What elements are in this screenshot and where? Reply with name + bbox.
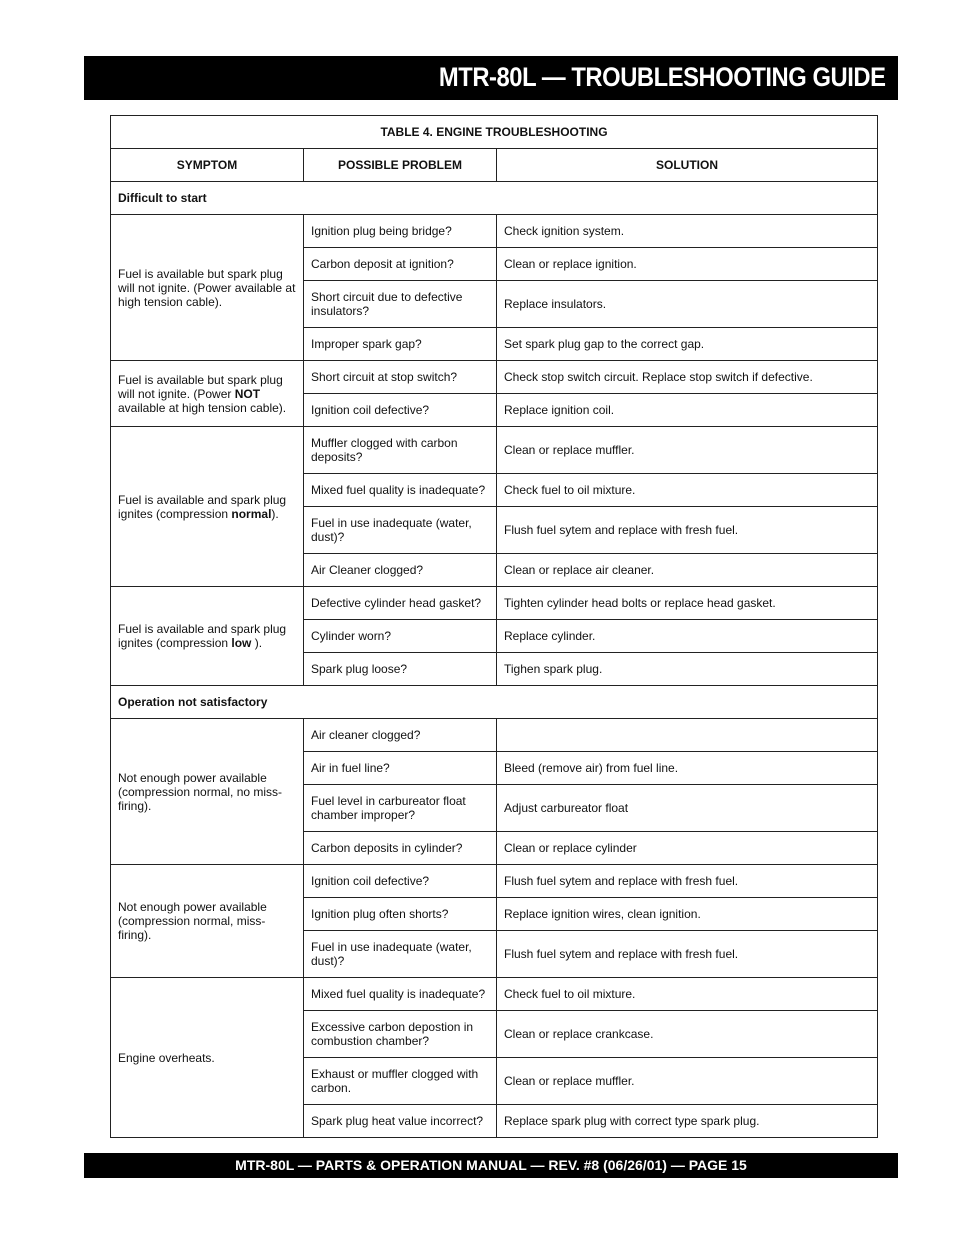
problem-cell: Ignition plug often shorts? <box>304 898 497 931</box>
symptom-text: available at high tension cable). <box>118 400 287 415</box>
symptom-cell: Not enough power available (compression normal, no miss-firing). <box>111 719 304 865</box>
section-title: Difficult to start <box>111 182 878 215</box>
problem-cell: Air Cleaner clogged? <box>304 554 497 587</box>
symptom-emphasis: normal <box>231 506 272 521</box>
symptom-text: ). <box>251 636 263 650</box>
section-title: Operation not satisfactory <box>111 686 878 719</box>
problem-cell: Mixed fuel quality is inadequate? <box>304 474 497 507</box>
symptom-cell: Fuel is available but spark plug will not ignite. (Power available at high tension cable). <box>111 215 304 361</box>
table-row <box>111 361 878 394</box>
solution-cell: Clean or replace crankcase. <box>497 1011 878 1058</box>
problem-cell: Spark plug heat value incorrect? <box>304 1105 497 1138</box>
solution-cell: Bleed (remove air) from fuel line. <box>497 752 878 785</box>
problem-cell: Short circuit due to defective insulators? <box>304 281 497 328</box>
problem-cell: Muffler clogged with carbon deposits? <box>304 427 497 474</box>
problem-cell: Excessive carbon depostion in combustion chamber? <box>304 1011 497 1058</box>
solution-cell: Tighten cylinder head bolts or replace head gasket. <box>497 587 878 620</box>
symptom-cell: Engine overheats. <box>111 978 304 1138</box>
symptom-text: Fuel is available and spark plug ignites (compression <box>118 622 287 650</box>
symptom-cell <box>111 427 304 587</box>
section-row <box>111 686 878 719</box>
section-row <box>111 182 878 215</box>
solution-cell: Check ignition system. <box>497 215 878 248</box>
column-header-solution: SOLUTION <box>497 149 878 182</box>
solution-cell: Check fuel to oil mixture. <box>497 978 878 1011</box>
problem-cell: Ignition coil defective? <box>304 394 497 427</box>
problem-cell: Air in fuel line? <box>304 752 497 785</box>
problem-cell: Ignition plug being bridge? <box>304 215 497 248</box>
solution-cell <box>497 719 878 752</box>
symptom-cell: Not enough power available (compression normal, miss-firing). <box>111 865 304 978</box>
problem-cell: Mixed fuel quality is inadequate? <box>304 978 497 1011</box>
symptom-emphasis: low <box>231 636 252 650</box>
solution-cell: Clean or replace cylinder <box>497 832 878 865</box>
problem-cell: Air cleaner clogged? <box>304 719 497 752</box>
solution-cell: Tighen spark plug. <box>497 653 878 686</box>
footer-text: MTR-80L — PARTS & OPERATION MANUAL — REV. #8 (06/26/01) — PAGE 15 <box>235 1157 747 1173</box>
page-footer <box>84 1153 898 1178</box>
symptom-cell <box>111 361 304 427</box>
problem-cell: Ignition coil defective? <box>304 865 497 898</box>
symptom-text: Fuel is available and spark plug ignites (compression <box>118 492 287 521</box>
table-row <box>111 865 878 898</box>
symptom-text: ). <box>271 506 279 521</box>
solution-cell: Replace ignition wires, clean ignition. <box>497 898 878 931</box>
problem-cell: Carbon deposit at ignition? <box>304 248 497 281</box>
solution-cell: Clean or replace ignition. <box>497 248 878 281</box>
column-header-symptom: SYMPTOM <box>111 149 304 182</box>
solution-cell: Replace cylinder. <box>497 620 878 653</box>
solution-cell: Clean or replace muffler. <box>497 427 878 474</box>
problem-cell: Carbon deposits in cylinder? <box>304 832 497 865</box>
table-caption-row <box>111 116 878 149</box>
symptom-cell <box>111 587 304 686</box>
table-row <box>111 587 878 620</box>
problem-cell: Short circuit at stop switch? <box>304 361 497 394</box>
solution-cell: Check fuel to oil mixture. <box>497 474 878 507</box>
solution-cell: Replace spark plug with correct type spark plug. <box>497 1105 878 1138</box>
table-row <box>111 427 878 474</box>
solution-cell: Set spark plug gap to the correct gap. <box>497 328 878 361</box>
table-header-row <box>111 149 878 182</box>
table-row <box>111 215 878 248</box>
problem-cell: Cylinder worn? <box>304 620 497 653</box>
solution-cell: Flush fuel sytem and replace with fresh fuel. <box>497 865 878 898</box>
symptom-text: Fuel is available but spark plug will not ignite. (Power <box>118 372 283 401</box>
solution-cell: Replace insulators. <box>497 281 878 328</box>
problem-cell: Defective cylinder head gasket? <box>304 587 497 620</box>
problem-cell: Spark plug loose? <box>304 653 497 686</box>
problem-cell: Fuel in use inadequate (water, dust)? <box>304 931 497 978</box>
solution-cell: Clean or replace muffler. <box>497 1058 878 1105</box>
solution-cell: Replace ignition coil. <box>497 394 878 427</box>
problem-cell: Fuel in use inadequate (water, dust)? <box>304 507 497 554</box>
page-title: MTR-80L — TROUBLESHOOTING GUIDE <box>439 62 886 92</box>
table-caption: TABLE 4. ENGINE TROUBLESHOOTING <box>111 116 878 149</box>
solution-cell: Flush fuel sytem and replace with fresh fuel. <box>497 507 878 554</box>
solution-cell: Check stop switch circuit. Replace stop switch if defective. <box>497 361 878 394</box>
table-row <box>111 978 878 1011</box>
column-header-possible-problem: POSSIBLE PROBLEM <box>304 149 497 182</box>
problem-cell: Exhaust or muffler clogged with carbon. <box>304 1058 497 1105</box>
solution-cell: Flush fuel sytem and replace with fresh fuel. <box>497 931 878 978</box>
problem-cell: Fuel level in carbureator float chamber improper? <box>304 785 497 832</box>
page-header <box>84 56 898 100</box>
symptom-emphasis: NOT <box>234 386 261 401</box>
solution-cell: Adjust carbureator float <box>497 785 878 832</box>
engine-troubleshooting-table <box>110 115 878 1138</box>
solution-cell: Clean or replace air cleaner. <box>497 554 878 587</box>
table-row <box>111 719 878 752</box>
problem-cell: Improper spark gap? <box>304 328 497 361</box>
